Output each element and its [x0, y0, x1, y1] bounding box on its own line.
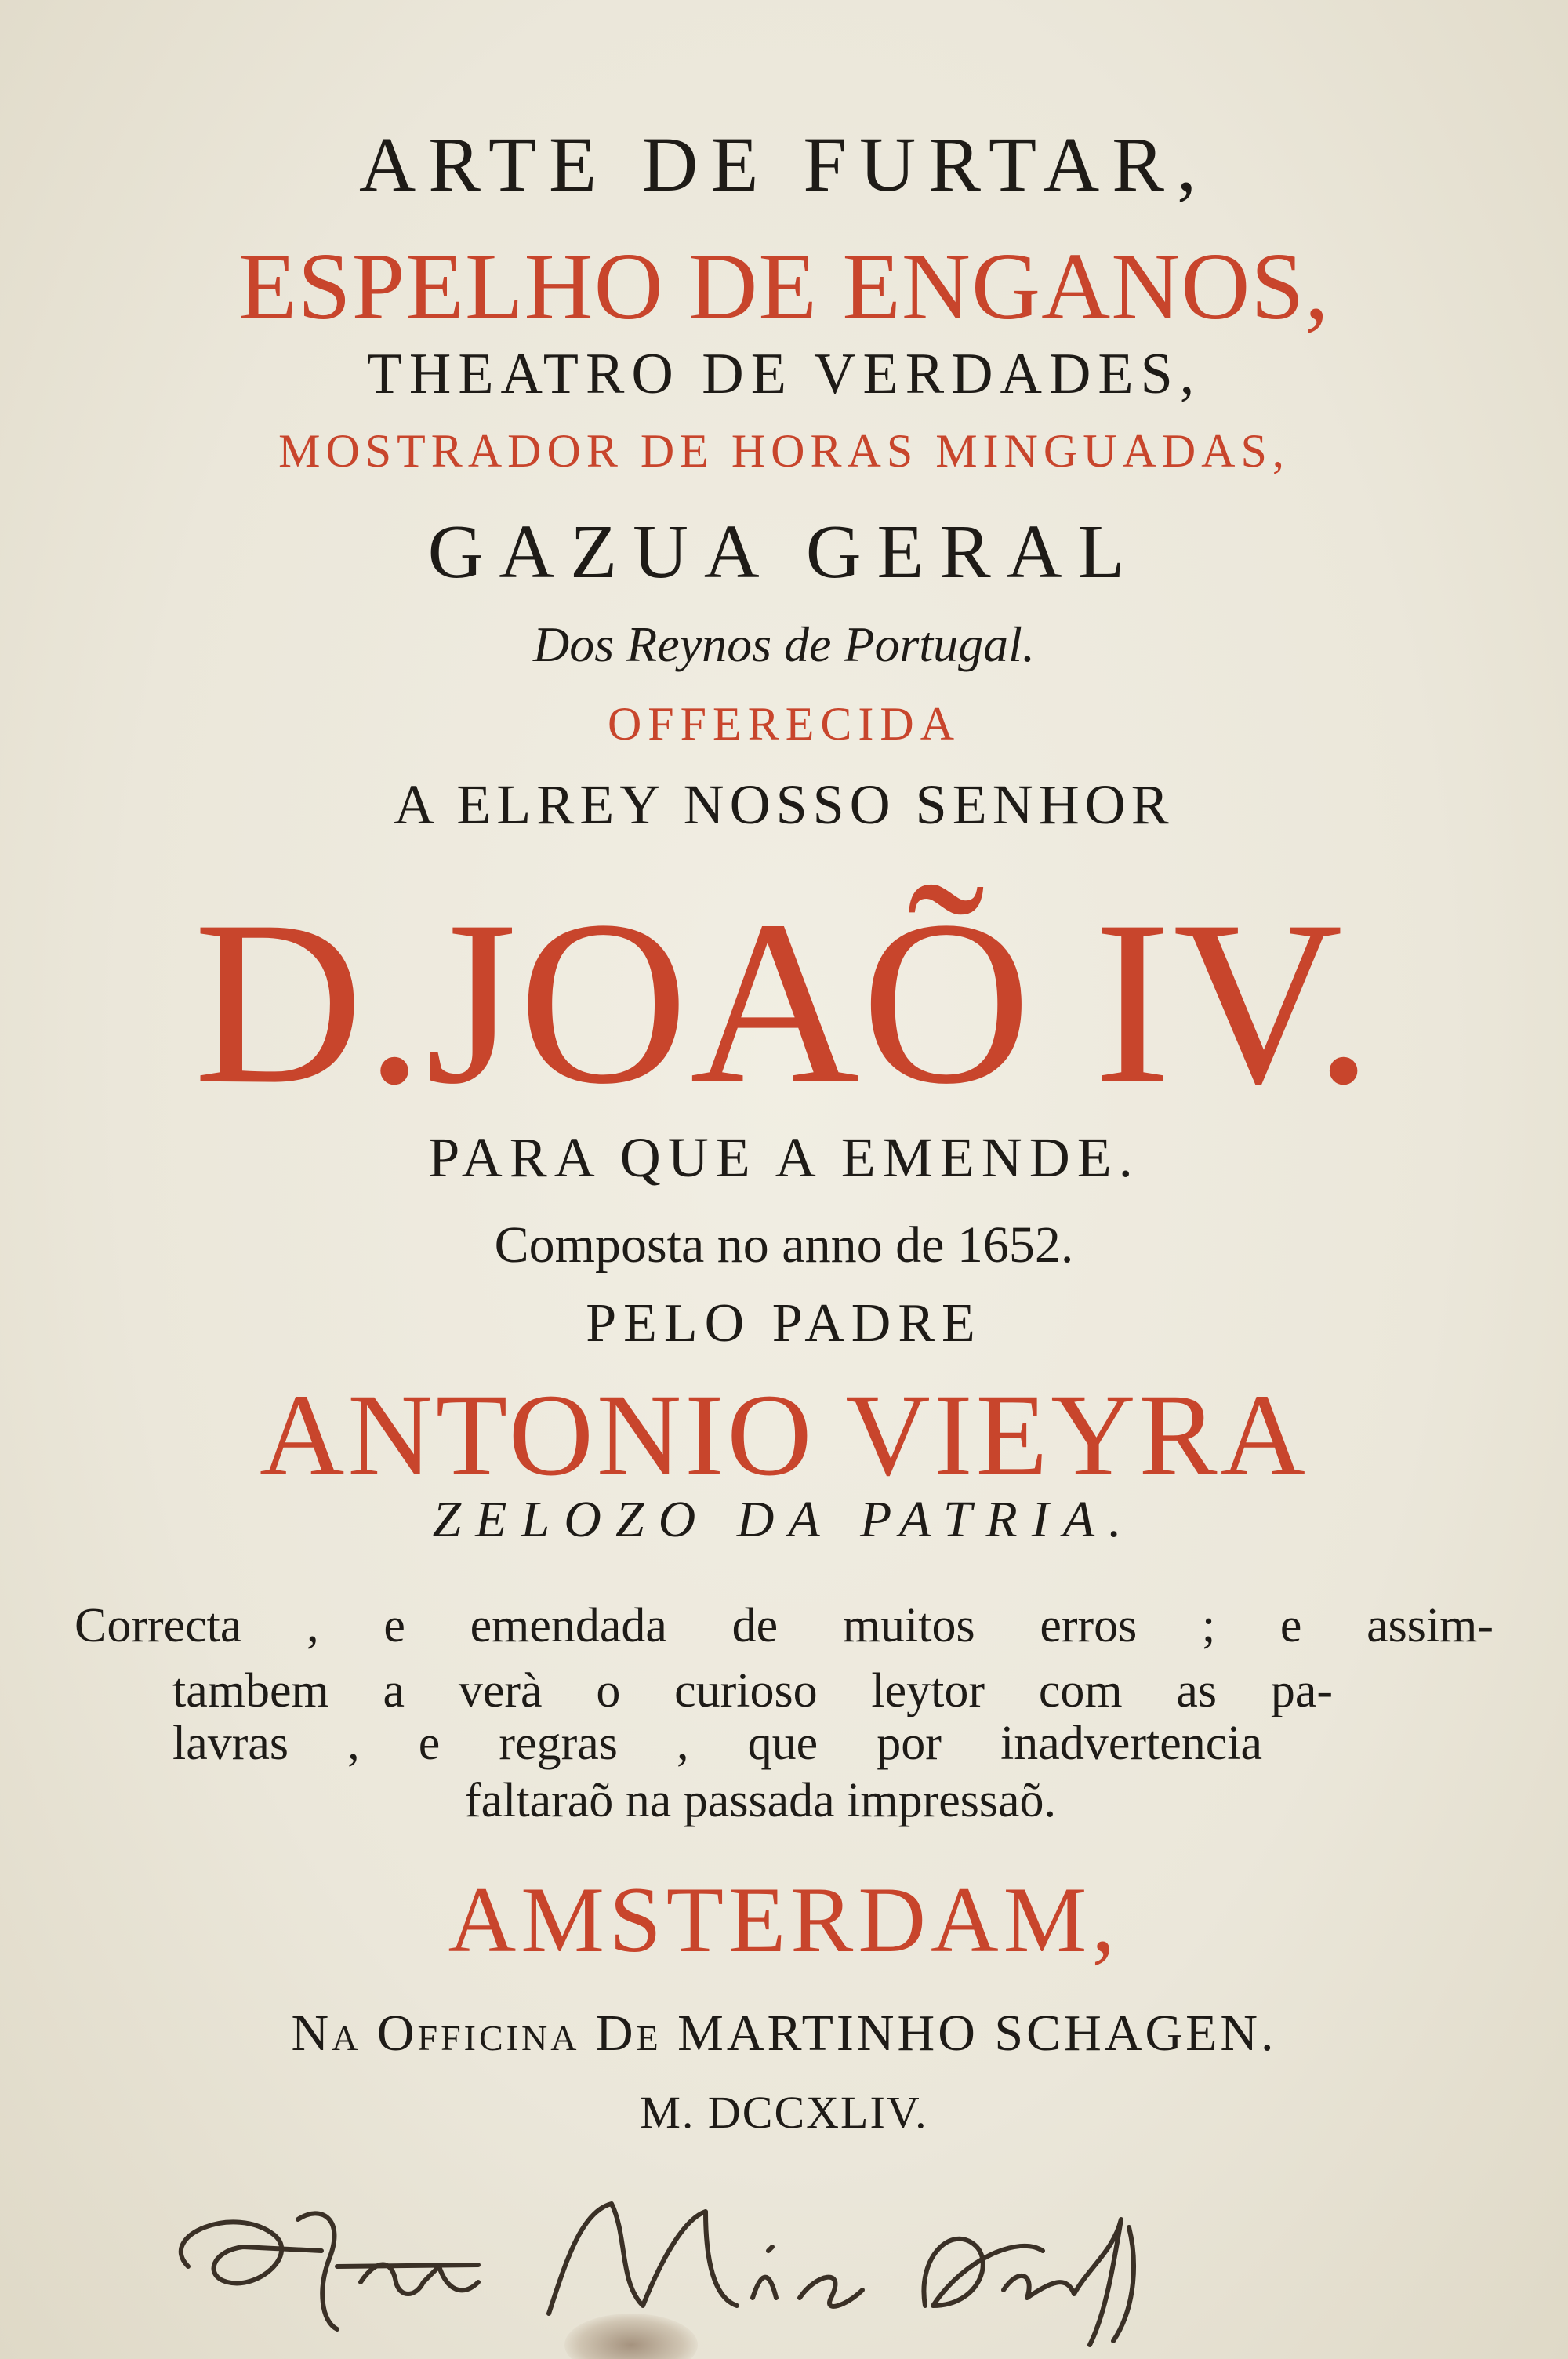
edition-note-line-3: lavras , e regras , que por inadvertencia — [172, 1717, 1262, 1770]
subtitle-espelho-de-enganos: ESPELHO DE ENGANOS, — [238, 234, 1330, 340]
author-epithet: ZELOZO DA PATRIA. — [432, 1491, 1136, 1548]
dedication-elrey: A ELREY NOSSO SENHOR — [394, 773, 1174, 836]
title-arte-de-furtar: ARTE DE FURTAR, — [359, 121, 1209, 208]
subtitle-gazua-geral: GAZUA GERAL — [427, 510, 1141, 594]
edition-note-line-1: Correcta , e emendada de muitos erros ; e assim- — [74, 1599, 1494, 1652]
author-prefix: PELO PADRE — [586, 1293, 982, 1354]
composition-date: Composta no anno de 1652. — [494, 1216, 1074, 1274]
edition-note-line-4: faltaraõ na passada impressaõ. — [464, 1774, 1057, 1827]
subtitle-theatro-de-verdades: THEATRO DE VERDADES, — [366, 342, 1202, 406]
subtitle-dos-reynos: Dos Reynos de Portugal. — [533, 616, 1035, 672]
imprint-year: M. DCCXLIV. — [640, 2087, 928, 2138]
subtitle-mostrador: MOSTRADOR DE HORAS MINGUADAS, — [278, 425, 1290, 477]
edition-note-line-2: tambem a verà o curioso leytor com as pa- — [172, 1664, 1333, 1717]
imprint-printer: Na Officina De MARTINHO SCHAGEN. — [291, 2005, 1277, 2062]
purpose-para-que: PARA QUE A EMENDE. — [428, 1126, 1140, 1189]
dedication-offerecida: OFFERECIDA — [607, 698, 961, 750]
author-name: ANTONIO VIEYRA — [260, 1370, 1308, 1500]
dedicatee-joao-iv: D.JOAÕ IV. — [193, 872, 1375, 1132]
imprint-city: AMSTERDAM, — [448, 1867, 1120, 1972]
